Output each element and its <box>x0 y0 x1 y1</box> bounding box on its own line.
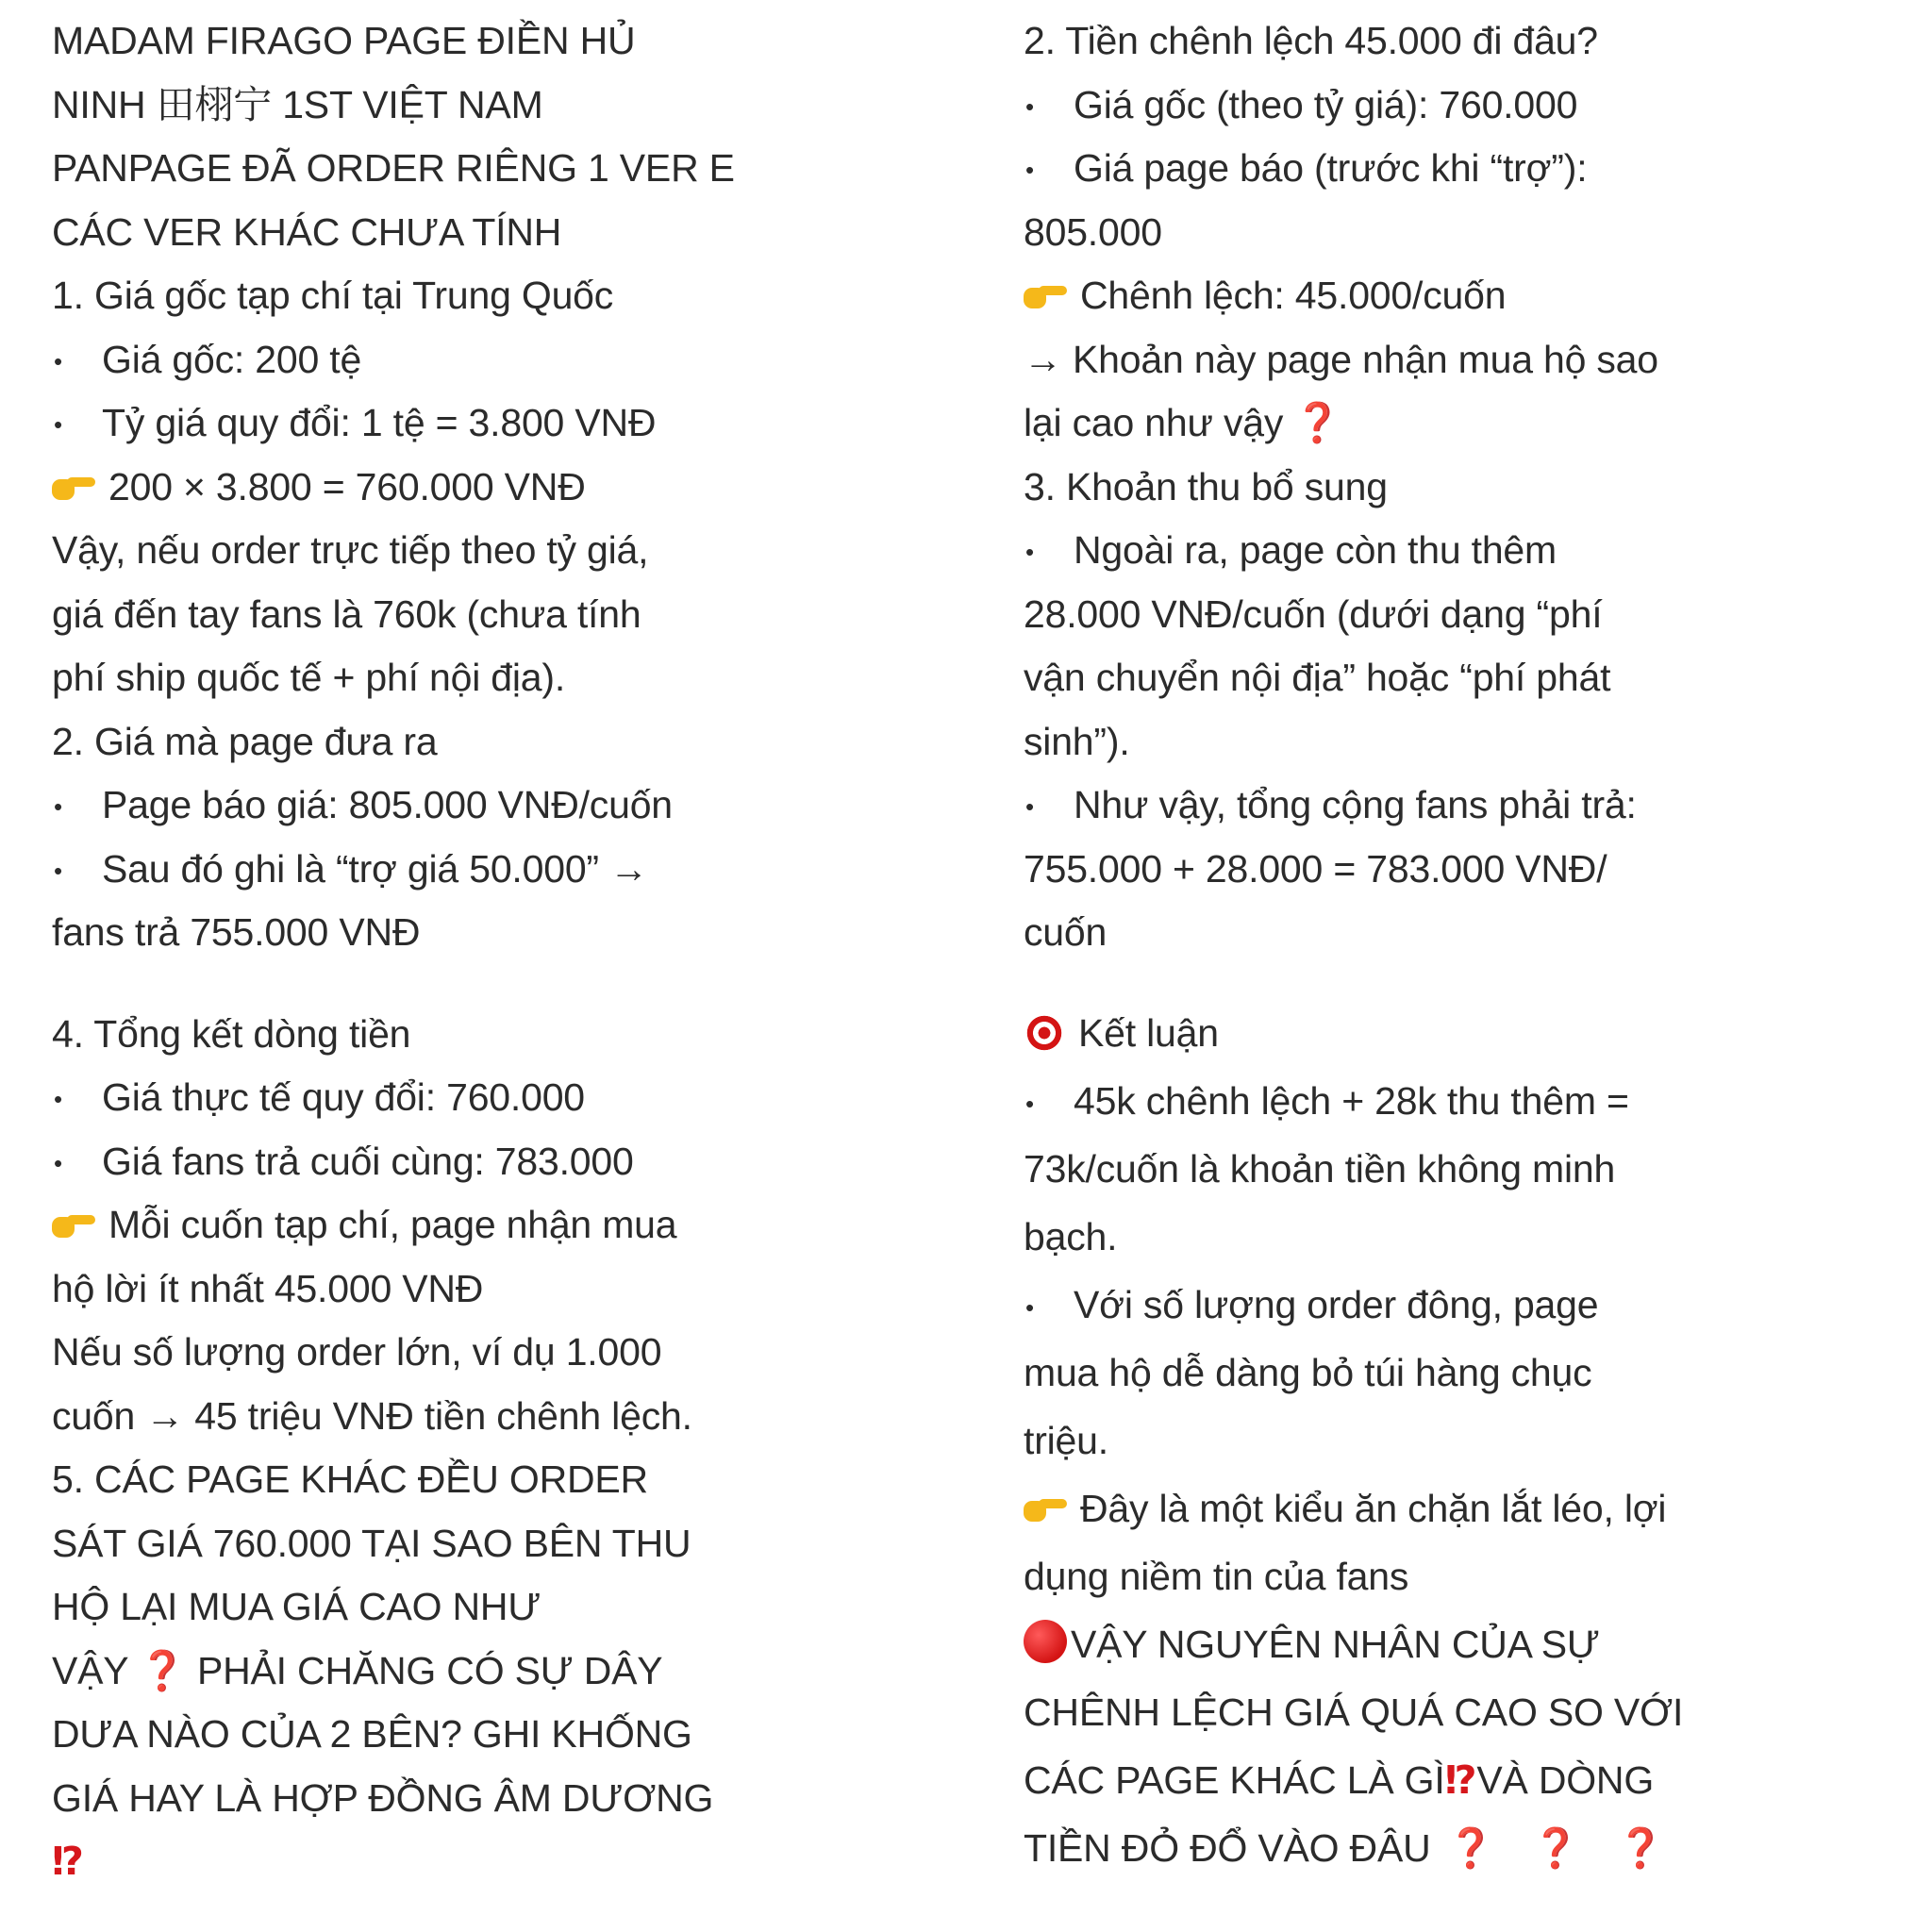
spacer <box>52 965 769 1003</box>
text-line: 73k/cuốn là khoản tiền không minh <box>1024 1146 1616 1191</box>
text-line: dụng niềm tin của fans <box>1024 1554 1409 1598</box>
text-line <box>1024 1814 1740 1882</box>
text: VẬY <box>52 1648 128 1692</box>
bullet-item <box>1024 1271 1740 1339</box>
text-line: fans trả 755.000 VNĐ <box>52 910 421 954</box>
numbered-heading <box>52 1003 769 1067</box>
text: lại cao như vậy <box>1024 401 1284 444</box>
list-number: 2. <box>1024 19 1056 62</box>
bullet-icon <box>1024 1271 1074 1341</box>
text-line: 28.000 VNĐ/cuốn (dưới dạng “phí <box>1024 591 1603 636</box>
text-line: mua hộ dễ dàng bỏ túi hàng chục <box>1024 1350 1592 1394</box>
bullet-item <box>52 1066 769 1130</box>
bullet-item <box>52 1130 769 1194</box>
calc-text: 200 × 3.800 = 760.000 VNĐ <box>108 464 586 508</box>
bullet-item <box>1024 74 1740 138</box>
target-icon <box>1024 1012 1065 1054</box>
heading-text: Giá gốc tạp chí tại Trung Quốc <box>94 274 614 317</box>
question-mark-icon: ❓ <box>1531 1825 1580 1870</box>
text-line: 805.000 <box>1024 209 1162 254</box>
numbered-heading <box>1024 9 1740 74</box>
bullet-item <box>52 838 769 902</box>
text-line: → Khoản này page nhận mua hộ sao <box>1024 337 1658 381</box>
text-line: CHÊNH LỆCH GIÁ QUÁ CAO SO VỚI <box>1024 1690 1684 1734</box>
text-line: CÁC VER KHÁC CHƯA TÍNH <box>52 209 562 254</box>
bullet-text: Giá fans trả cuối cùng: 783.000 <box>102 1139 634 1183</box>
pointing-line <box>1024 264 1740 328</box>
numbered-heading <box>52 264 769 328</box>
text-line: cuốn → 45 triệu VNĐ tiền chênh lệch. <box>52 1393 692 1438</box>
text-line: Nếu số lượng order lớn, ví dụ 1.000 <box>52 1330 662 1374</box>
bullet-icon <box>52 1066 102 1132</box>
bullet-icon <box>1024 774 1074 840</box>
text: Chênh lệch: 45.000/cuốn <box>1080 274 1507 317</box>
question-mark-icon: ❓ <box>1293 401 1342 444</box>
text-line: cuốn <box>1024 910 1108 954</box>
bullet-text: Giá thực tế quy đổi: 760.000 <box>102 1075 585 1119</box>
heading-text: Kết luận <box>1078 1010 1219 1055</box>
red-circle-icon <box>1024 1620 1067 1663</box>
bullet-text: Như vậy, tổng cộng fans phải trả: <box>1074 783 1637 826</box>
text-line: GIÁ HAY LÀ HỢP ĐỒNG ÂM DƯƠNG <box>52 1775 714 1820</box>
bullet-icon <box>52 774 102 840</box>
bullet-icon <box>52 838 102 904</box>
text-line: phí ship quốc tế + phí nội địa). <box>52 656 566 699</box>
left-column <box>52 9 769 1894</box>
text-line <box>52 1640 769 1704</box>
spacer <box>1024 965 1740 999</box>
text-line: sinh”). <box>1024 719 1130 763</box>
text-line: Vậy, nếu order trực tiếp theo tỷ giá, <box>52 528 649 572</box>
bullet-item <box>1024 1067 1740 1135</box>
list-number: 5. <box>52 1457 84 1501</box>
bullet-text: 45k chênh lệch + 28k thu thêm = <box>1074 1078 1629 1123</box>
alert-line <box>1024 1610 1740 1678</box>
pointing-line <box>1024 1474 1740 1542</box>
text-line: bạch. <box>1024 1214 1118 1258</box>
conclusion-heading <box>1024 999 1740 1067</box>
text-line: hộ lời ít nhất 45.000 VNĐ <box>52 1266 484 1310</box>
text: PHẢI CHĂNG CÓ SỰ DÂY <box>196 1648 663 1692</box>
text: CÁC PAGE KHÁC LÀ GÌ <box>1024 1757 1445 1802</box>
pointing-hand-icon <box>52 1211 95 1240</box>
text-line: 755.000 + 28.000 = 783.000 VNĐ/ <box>1024 846 1607 891</box>
pointing-hand-icon <box>1024 282 1067 310</box>
bullet-item <box>1024 774 1740 838</box>
list-number: 2. <box>52 719 84 763</box>
pointing-line <box>52 456 769 520</box>
text-line: PANPAGE ĐÃ ORDER RIÊNG 1 VER E <box>52 146 735 190</box>
text-line: DƯA NÀO CỦA 2 BÊN? GHI KHỐNG <box>52 1712 692 1756</box>
pointing-line <box>52 1193 769 1257</box>
pointing-hand-icon <box>1024 1495 1067 1524</box>
text-line: vận chuyển nội địa” hoặc “phí phát <box>1024 656 1611 699</box>
text-line <box>1024 1746 1740 1814</box>
bullet-icon <box>1024 1067 1074 1138</box>
text-line: HỘ LẠI MUA GIÁ CAO NHƯ <box>52 1585 541 1628</box>
bullet-icon <box>1024 137 1074 203</box>
list-number: 3. <box>1024 464 1056 508</box>
text-line: MADAM FIRAGO PAGE ĐIỀN HỦ <box>52 19 636 62</box>
text-line <box>52 1830 769 1894</box>
bullet-item <box>52 391 769 456</box>
bullet-text: Sau đó ghi là “trợ giá 50.000” → <box>102 846 648 891</box>
text-line: SÁT GIÁ 760.000 TẠI SAO BÊN THU <box>52 1521 691 1565</box>
bullet-item <box>1024 137 1740 201</box>
numbered-heading <box>52 710 769 774</box>
bullet-text: Giá gốc: 200 tệ <box>102 337 362 381</box>
heading-text: Giá mà page đưa ra <box>94 719 438 763</box>
bullet-text: Tỷ giá quy đổi: 1 tệ = 3.800 VNĐ <box>102 401 657 444</box>
text-line: giá đến tay fans là 760k (chưa tính <box>52 591 641 636</box>
question-mark-icon: ❓ <box>1616 1825 1665 1870</box>
bullet-text: Giá gốc (theo tỷ giá): 760.000 <box>1074 82 1578 126</box>
bullet-icon <box>52 1130 102 1196</box>
heading-text: CÁC PAGE KHÁC ĐỀU ORDER <box>94 1457 648 1501</box>
numbered-heading <box>52 1448 769 1512</box>
bullet-text: Giá page báo (trước khi “trợ”): <box>1074 146 1588 190</box>
bullet-text: Page báo giá: 805.000 VNĐ/cuốn <box>102 783 673 826</box>
bullet-item <box>52 774 769 838</box>
text-line: NINH 田栩宁 1ST VIỆT NAM <box>52 82 543 126</box>
heading-text: Tổng kết dòng tiền <box>93 1011 411 1056</box>
bullet-icon <box>1024 519 1074 585</box>
bullet-icon <box>52 328 102 394</box>
bullet-text: Với số lượng order đông, page <box>1074 1282 1599 1326</box>
text: TIỀN ĐỎ ĐỔ VÀO ĐÂU <box>1024 1825 1431 1870</box>
text-line <box>1024 391 1740 456</box>
bullet-icon <box>52 391 102 458</box>
question-mark-icon: ❓ <box>138 1648 187 1692</box>
heading-text: Khoản thu bổ sung <box>1066 464 1388 508</box>
text: VÀ DÒNG <box>1476 1757 1655 1802</box>
bullet-text: Ngoài ra, page còn thu thêm <box>1074 528 1557 572</box>
list-number: 4. <box>52 1011 84 1056</box>
pointing-hand-icon <box>52 474 95 502</box>
text: VẬY NGUYÊN NHÂN CỦA SỰ <box>1071 1622 1600 1666</box>
heading-text: Tiền chênh lệch 45.000 đi đâu? <box>1065 19 1598 62</box>
bullet-item <box>1024 519 1740 583</box>
text-line: triệu. <box>1024 1418 1108 1462</box>
question-mark-icon: ❓ <box>1446 1825 1495 1870</box>
text: Đây là một kiểu ăn chặn lắt léo, lợi <box>1080 1486 1667 1530</box>
text: Mỗi cuốn tạp chí, page nhận mua <box>108 1203 677 1246</box>
numbered-heading <box>1024 456 1740 520</box>
interrobang-icon: ⁉ <box>52 1840 84 1883</box>
interrobang-icon: ⁉ <box>1444 1757 1477 1802</box>
bullet-item <box>52 328 769 392</box>
list-number: 1. <box>52 274 84 317</box>
right-column <box>1024 9 1740 1882</box>
bullet-icon <box>1024 74 1074 140</box>
